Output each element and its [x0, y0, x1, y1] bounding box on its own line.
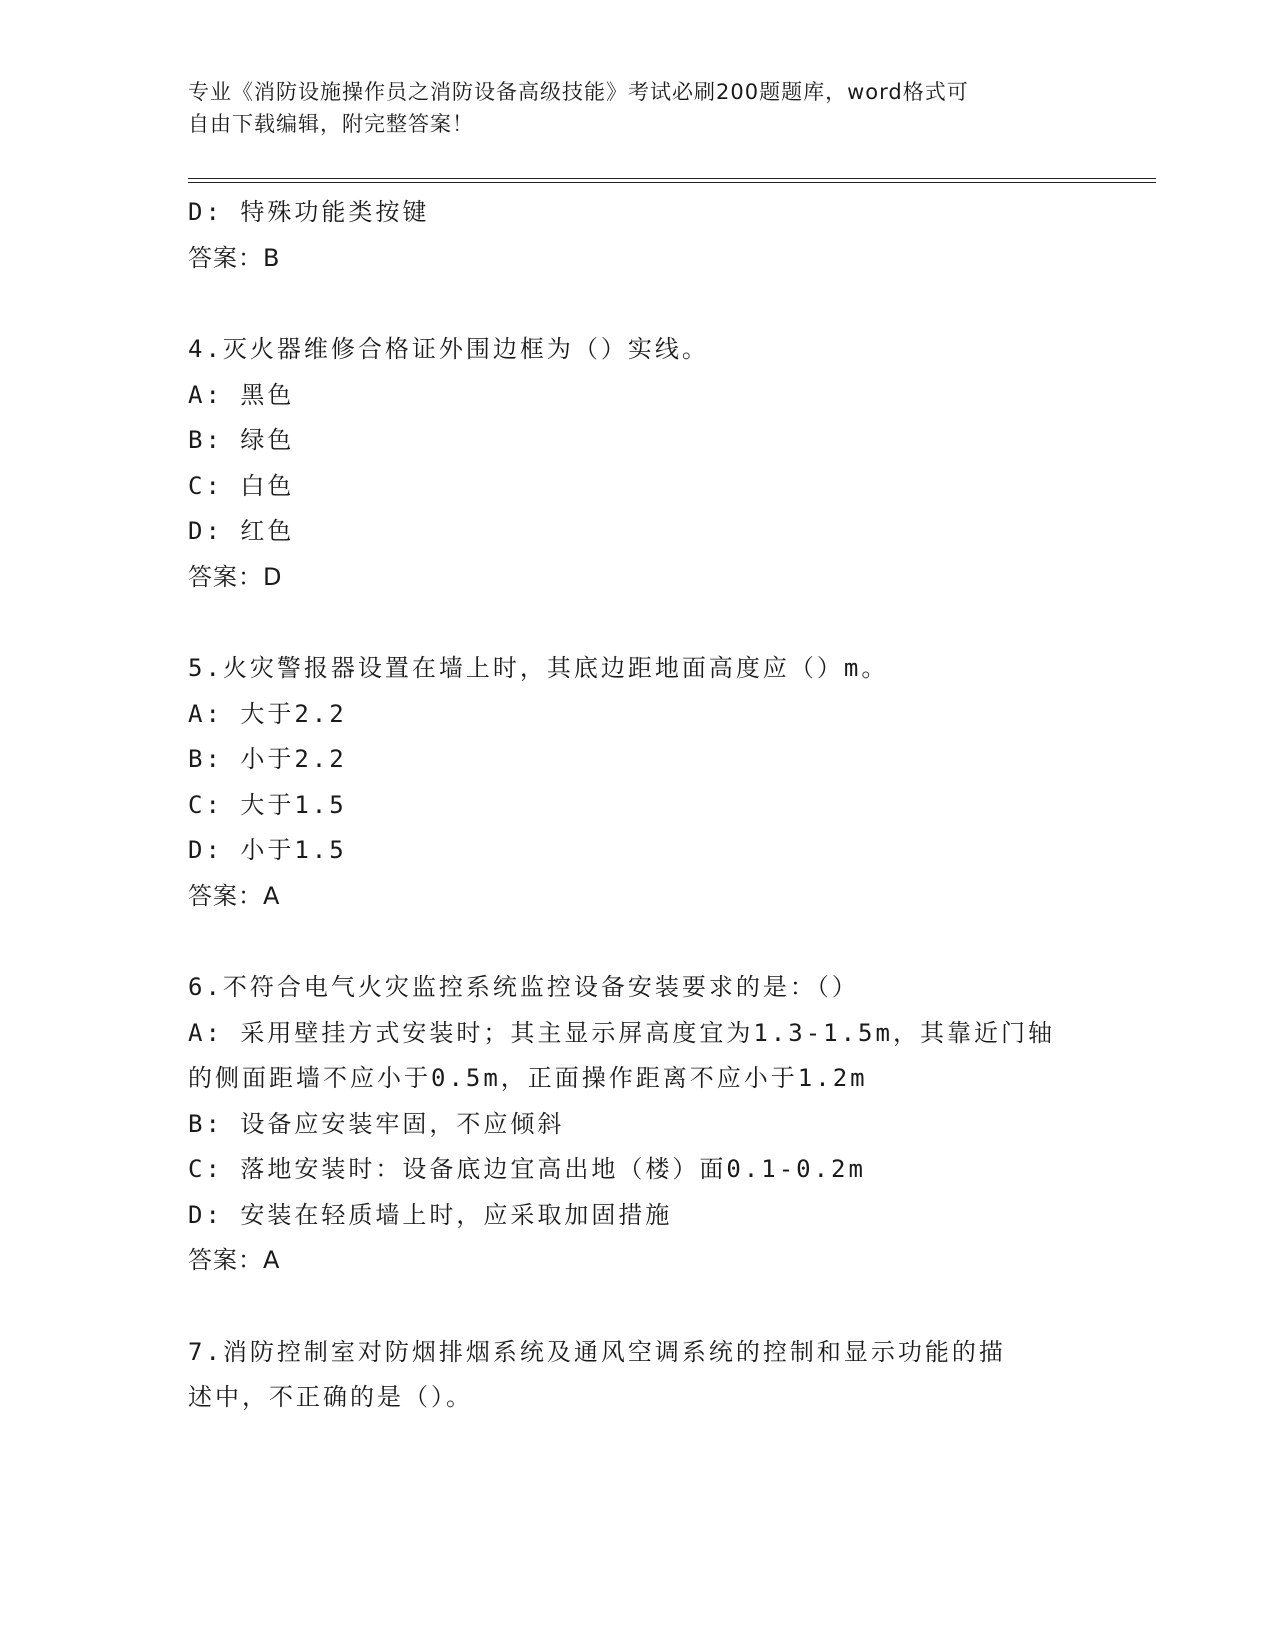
option-line: D: 特殊功能类按键: [188, 198, 430, 226]
answer-line: 答案：A: [188, 881, 281, 910]
question-stem: 7.消防控制室对防烟排烟系统及通风空调系统的控制和显示功能的描: [188, 1337, 1006, 1366]
option-line: C: 落地安装时：设备底边宜高出地（楼）面0.1-0.2m: [188, 1155, 866, 1183]
document-header: [188, 76, 1088, 140]
question-stem: 6.不符合电气火灾监控系统监控设备安装要求的是：（）: [188, 973, 859, 1001]
option-line: D: 红色: [188, 517, 295, 545]
header-line-2: 自由下载编辑，附完整答案！: [188, 112, 474, 136]
header-line-1: 专业《消防设施操作员之消防设备高级技能》考试必刷200题题库，word格式可: [188, 80, 969, 104]
question-block: [188, 646, 1088, 919]
option-line: B: 小于2.2: [188, 745, 347, 773]
option-line: B: 绿色: [188, 426, 295, 454]
question-block: [188, 965, 1088, 1284]
option-line: A: 采用壁挂方式安装时；其主显示屏高度宜为1.3-1.5m，其靠近门轴: [188, 1018, 1055, 1047]
option-line: D: 小于1.5: [188, 836, 347, 864]
answer-line: 答案：A: [188, 1246, 281, 1274]
answer-line: 答案：D: [188, 562, 283, 591]
question-block: [188, 1330, 1088, 1421]
question-stem: 5.火灾警报器设置在墙上时，其底边距地面高度应（）m。: [188, 654, 889, 682]
option-line: C: 大于1.5: [188, 790, 347, 819]
question-stem: 4.灭火器维修合格证外围边框为（）实线。: [188, 335, 709, 363]
option-line: A: 黑色: [188, 380, 295, 409]
question-stem-continued: 述中，不正确的是（）。: [188, 1383, 473, 1411]
header-divider-bottom: [188, 182, 1156, 183]
option-line: B: 设备应安装牢固，不应倾斜: [188, 1109, 565, 1138]
option-line: C: 白色: [188, 471, 295, 500]
question-list: [188, 190, 1088, 1467]
question-block: [188, 327, 1088, 600]
option-line: A: 大于2.2: [188, 699, 347, 728]
option-line: 的侧面距墙不应小于0.5m，正面操作距离不应小于1.2m: [188, 1064, 868, 1092]
option-line: D: 安装在轻质墙上时，应采取加固措施: [188, 1200, 673, 1229]
question-block: [188, 190, 1088, 281]
answer-line: 答案：B: [188, 243, 281, 272]
header-divider-top: [188, 178, 1156, 179]
